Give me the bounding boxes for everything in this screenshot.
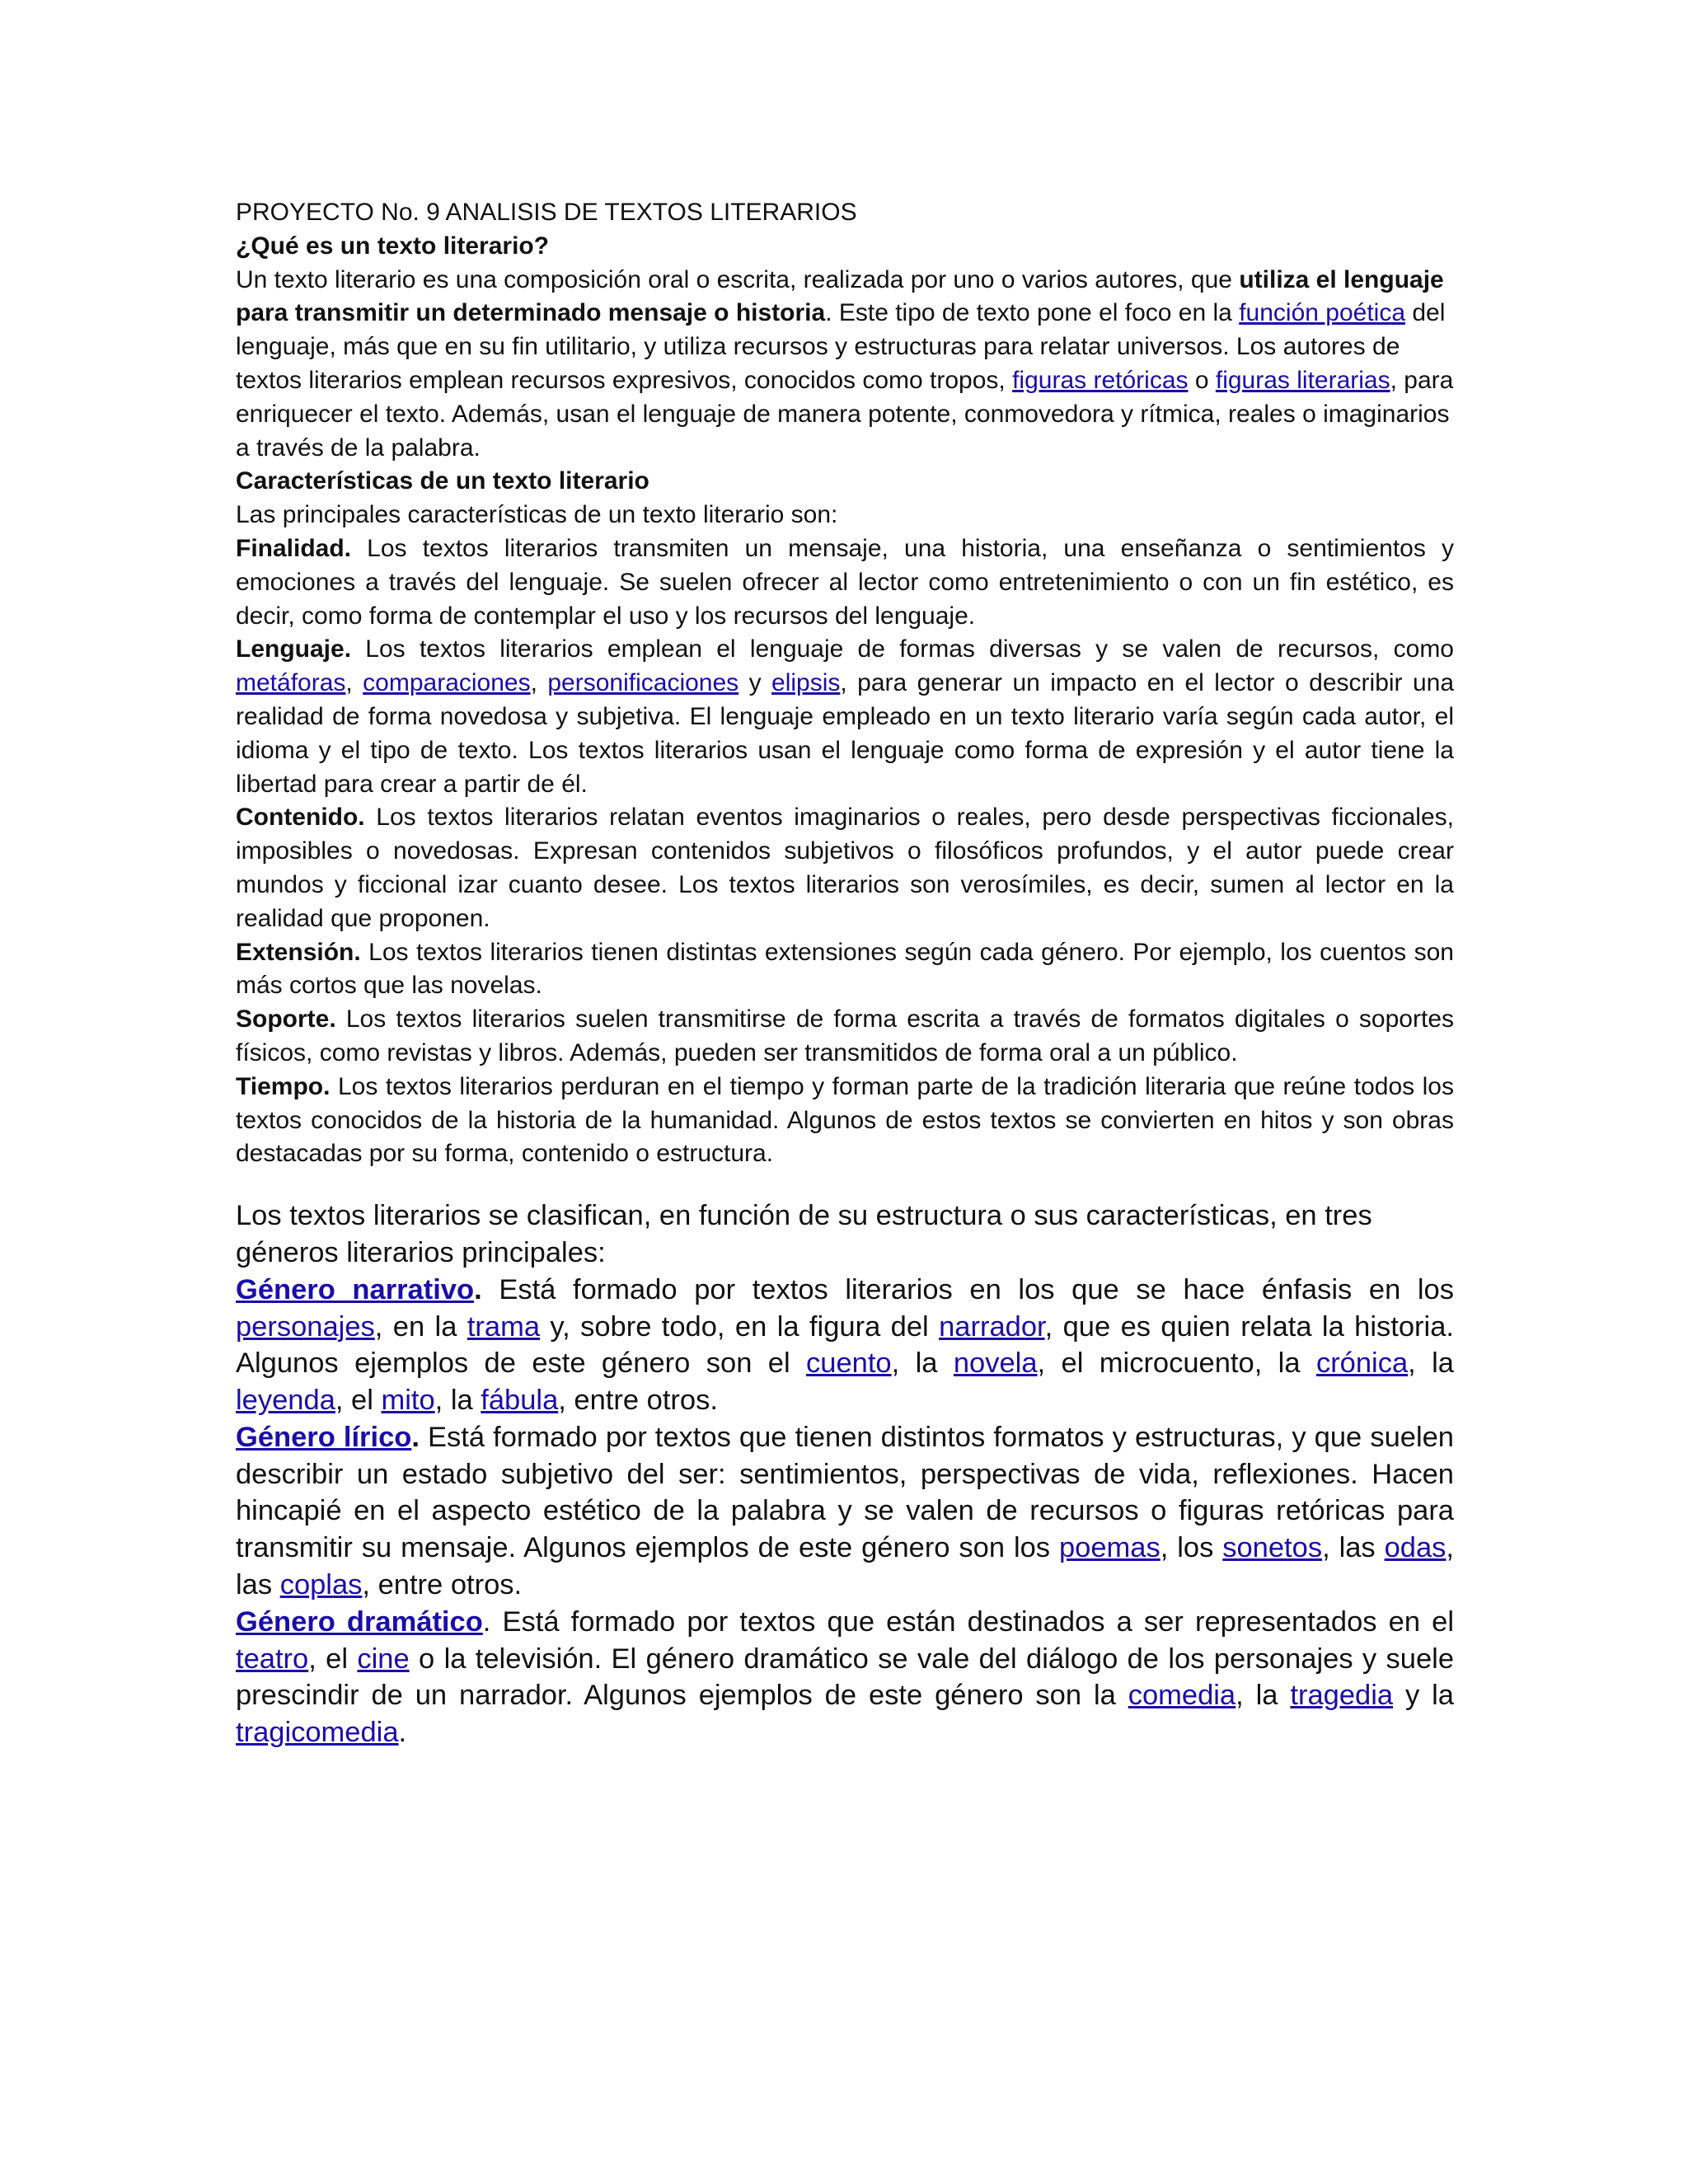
document-title: PROYECTO No. 9 ANALISIS DE TEXTOS LITERARIOS — [236, 199, 857, 226]
link-elipsis[interactable]: elipsis — [771, 669, 841, 697]
link-cuento[interactable]: cuento — [806, 1347, 892, 1380]
link-mito[interactable]: mito — [381, 1385, 435, 1417]
item-lenguaje: Lenguaje. Los textos literarios emplean el lenguaje de formas diversas y se valen de recursos, como metáforas, comparaciones, personificaciones y elipsis, para generar un impacto en el lector o describir una realidad de forma novedosa y subjetiva. El lenguaje empleado en un texto literario varía según cada autor, el idioma y el tipo de texto. Los textos literarios usan el lenguaje como forma de expresión y el autor tiene la libertad para crear a partir de él. — [236, 635, 1455, 798]
link-personificaciones[interactable]: personificaciones — [547, 669, 739, 697]
link-genero-narrativo[interactable]: Género narrativo — [236, 1273, 475, 1305]
link-novela[interactable]: novela — [953, 1347, 1038, 1380]
link-teatro[interactable]: teatro — [236, 1643, 309, 1675]
item-soporte: Soporte. Los textos literarios suelen transmitirse de forma escrita a través de formatos digitales o soportes físicos, como revistas y libros. Además, pueden ser transmitidos de forma oral a un público. — [236, 1005, 1454, 1066]
paragraph-definition: Un texto literario es una composición oral o escrita, realizada por uno o varios autores, que utiliza el lenguaje para transmitir un determinado mensaje o historia. Este tipo de texto pone el foco en la función poética del lenguaje, más que en su fin utilitario, y utiliza recursos y estructuras para relatar universos. Los autores de textos literarios emplean recursos expresivos, conocidos como tropos, figuras retóricas o figuras literarias, para enriquecer el texto. Además, usan el lenguaje de manera potente, conmovedora y rítmica, reales o imaginarios a través de la palabra. — [236, 265, 1454, 462]
link-genero-dramatico[interactable]: Género dramático — [236, 1605, 483, 1638]
link-odas[interactable]: odas — [1384, 1532, 1447, 1564]
link-tragedia[interactable]: tragedia — [1290, 1680, 1394, 1712]
link-comparaciones[interactable]: comparaciones — [363, 669, 531, 697]
link-narrador[interactable]: narrador — [939, 1310, 1045, 1343]
link-sonetos[interactable]: sonetos — [1222, 1532, 1323, 1564]
link-trama[interactable]: trama — [467, 1310, 540, 1343]
link-figuras-literarias[interactable]: figuras literarias — [1215, 366, 1390, 394]
section-heading-what-is: ¿Qué es un texto literario? — [236, 232, 550, 260]
link-fabula[interactable]: fábula — [481, 1385, 559, 1417]
link-genero-lirico[interactable]: Género lírico — [236, 1421, 412, 1453]
link-metaforas[interactable]: metáforas — [236, 669, 346, 697]
link-cronica[interactable]: crónica — [1315, 1347, 1409, 1380]
classification-intro: Los textos literarios se clasifican, en función de su estructura o sus características, en tres géneros literarios principales: — [236, 1200, 1372, 1268]
link-cine[interactable]: cine — [357, 1643, 410, 1675]
link-figuras-retoricas[interactable]: figuras retóricas — [1012, 366, 1189, 394]
link-coplas[interactable]: coplas — [279, 1569, 363, 1601]
link-funcion-poetica[interactable]: función poética — [1239, 299, 1406, 327]
genre-dramatico: Género dramático. Está formado por textos que están destinados a ser representados en el teatro, el cine o la televisión. El género dramático se vale del diálogo de los personajes y suele prescindir de un narrador. Algunos ejemplos de este género son la comedia, la tragedia y la tragicomedia. — [236, 1605, 1455, 1749]
document-page — [236, 196, 1454, 1751]
link-poemas[interactable]: poemas — [1058, 1532, 1160, 1564]
link-personajes[interactable]: personajes — [236, 1310, 375, 1343]
item-extension: Extensión. Los textos literarios tienen distintas extensiones según cada género. Por ejemplo, los cuentos son más cortos que las novelas. — [236, 938, 1454, 1000]
genre-lirico: Género lírico. Está formado por textos que tienen distintos formatos y estructuras, y que suelen describir un estado subjetivo del ser: sentimientos, perspectivas de vida, reflexiones. Hacen hincapié en el aspecto estético de la palabra y se valen de recursos o figuras retóricas para transmitir su mensaje. Algunos ejemplos de este género son los poemas, los sonetos, las odas, las coplas, entre otros. — [236, 1421, 1454, 1601]
link-leyenda[interactable]: leyenda — [236, 1385, 335, 1417]
link-tragicomedia[interactable]: tragicomedia — [236, 1717, 399, 1749]
link-comedia[interactable]: comedia — [1128, 1680, 1236, 1712]
emphasis-text: utiliza el lenguaje para transmitir un determinado mensaje o historia — [236, 265, 1444, 327]
genre-narrativo: Género narrativo. Está formado por textos literarios en los que se hace énfasis en los personajes, en la trama y, sobre todo, en la figura del narrador, que es quien relata la historia. Algunos ejemplos de este género son el cuento, la novela, el microcuento, la crónica, la leyenda, el mito, la fábula, entre otros. — [236, 1273, 1454, 1417]
item-finalidad: Finalidad. Los textos literarios transmiten un mensaje, una historia, una enseñanza o sentimientos y emociones a través del lenguaje. Se suelen ofrecer al lector como entretenimiento o con un fin estético, es decir, como forma de contemplar el uso y los recursos del lenguaje. — [236, 534, 1454, 630]
item-tiempo: Tiempo. Los textos literarios perduran en el tiempo y forman parte de la tradición literaria que reúne todos los textos conocidos de la historia de la humanidad. Algunos de estos textos se convierten en hitos y son obras destacadas por su forma, contenido o estructura. — [236, 1072, 1454, 1168]
section-heading-characteristics: Características de un texto literario — [236, 467, 649, 495]
characteristics-intro: Las principales características de un texto literario son: — [236, 501, 838, 529]
item-contenido: Contenido. Los textos literarios relatan eventos imaginarios o reales, pero desde perspectivas ficcionales, imposibles o novedosas. Expresan contenidos subjetivos o filosóficos profundos, y el autor puede crear mundos y ficcional izar cuanto desee. Los textos literarios son verosímiles, es decir, sumen al lector en la realidad que proponen. — [236, 804, 1454, 932]
paragraph-gap — [236, 1171, 1454, 1197]
